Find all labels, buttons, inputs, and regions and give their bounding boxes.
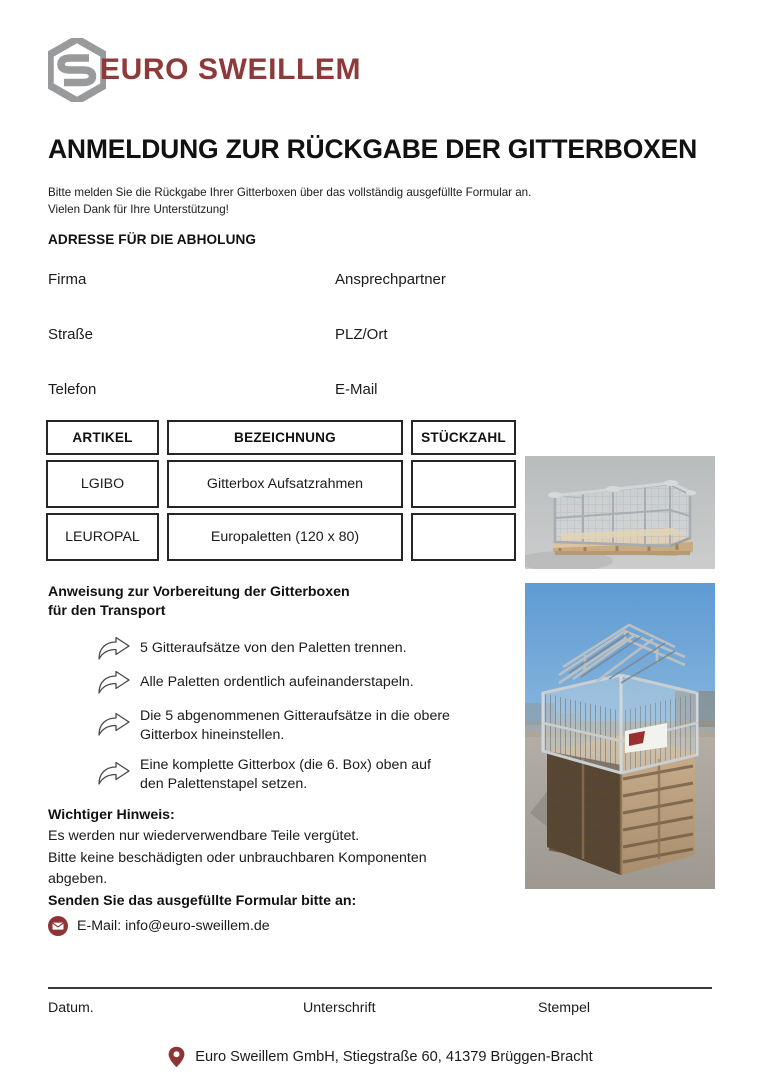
instructions-heading-line-1: Anweisung zur Vorbereitung der Gitterboxen [48, 584, 350, 600]
email-contact-line [48, 916, 518, 936]
field-label-telefon: Telefon [48, 381, 97, 398]
address-fields [48, 270, 568, 435]
table-header-artikel: ARTIKEL [46, 420, 159, 455]
curved-arrow-icon [96, 761, 132, 787]
list-item [96, 704, 516, 744]
gitterbox-photo [525, 456, 715, 569]
intro-line-2: Vielen Dank für Ihre Unterstützung! [48, 203, 229, 216]
field-label-ansprechpartner: Ansprechpartner [335, 271, 446, 288]
brand-logo [48, 34, 361, 106]
brand-wordmark: EURO SWEILLEM [100, 53, 362, 86]
cell-bezeichnung-leuropal: Europaletten (120 x 80) [167, 513, 403, 561]
email-address-text[interactable]: E-Mail: info@euro-sweillem.de [77, 917, 270, 934]
instructions-heading [48, 583, 468, 621]
footer-divider [48, 987, 712, 989]
cell-artikel-leuropal: LEUROPAL [46, 513, 159, 561]
list-item [96, 670, 516, 697]
notice-line-1: Es werden nur wiederverwendbare Teile vergütet. [48, 828, 360, 844]
cell-artikel-lgibo: LGIBO [46, 460, 159, 508]
field-label-firma: Firma [48, 271, 87, 288]
curved-arrow-icon [96, 670, 132, 696]
list-item-text: Die 5 abgenommenen Gitteraufsätze in die obere [140, 708, 450, 724]
location-pin-icon [167, 1046, 186, 1068]
signature-field-stempel: Stempel [538, 1000, 591, 1016]
list-item-text-block [140, 753, 431, 793]
list-item-text-block [140, 704, 450, 744]
send-form-heading: Senden Sie das ausgefüllte Formular bitte an: [48, 892, 357, 909]
signature-field-datum: Datum. [48, 1000, 94, 1016]
list-item-text: Eine komplette Gitterbox (die 6. Box) oben auf [140, 757, 432, 773]
address-row [48, 325, 568, 380]
notice-line-3: abgeben. [48, 871, 108, 887]
list-item-text-2: den Palettenstapel setzen. [140, 775, 308, 792]
list-item [96, 636, 516, 663]
list-item-text: 5 Gitteraufsätze von den Paletten trennen. [140, 640, 407, 656]
intro-text [48, 184, 688, 218]
table-row [46, 513, 516, 561]
table-row [46, 460, 516, 508]
page-title: ANMELDUNG ZUR RÜCKGABE DER GITTERBOXEN [48, 134, 698, 164]
signature-row [48, 1000, 712, 1016]
important-notice [48, 805, 518, 936]
field-label-strasse: Straße [48, 326, 94, 343]
curved-arrow-icon [96, 636, 132, 662]
notice-heading: Wichtiger Hinweis: [48, 807, 175, 823]
table-header-bezeichnung: BEZEICHNUNG [167, 420, 403, 455]
table-header-stueckzahl: STÜCKZAHL [411, 420, 516, 455]
intro-line-1: Bitte melden Sie die Rückgabe Ihrer Gitterboxen über das vollständig ausgefüllte Formular an. [48, 186, 532, 199]
notice-line-2: Bitte keine beschädigten oder unbrauchbaren Komponenten [48, 849, 427, 866]
list-item-text: Alle Paletten ordentlich aufeinanderstapeln. [140, 674, 414, 690]
input-stueckzahl-lgibo[interactable] [411, 460, 516, 508]
company-address-text: Euro Sweillem GmbH, Stiegstraße 60, 41379 Brüggen-Bracht [195, 1049, 593, 1065]
list-item-text-2: Gitterbox hineinstellen. [140, 726, 285, 743]
cell-bezeichnung-lgibo: Gitterbox Aufsatzrahmen [167, 460, 403, 508]
list-item [96, 753, 516, 793]
signature-field-unterschrift: Unterschrift [303, 1000, 376, 1016]
hexagon-s-logo-icon [48, 38, 106, 102]
field-label-email: E-Mail [335, 381, 378, 398]
table-header-row [46, 420, 516, 455]
company-address-line [48, 1046, 712, 1068]
envelope-icon [48, 916, 68, 936]
article-table [46, 420, 516, 566]
instructions-list [96, 636, 516, 802]
curved-arrow-icon [96, 712, 132, 738]
address-section-heading: ADRESSE FÜR DIE ABHOLUNG [48, 232, 257, 247]
address-row [48, 270, 568, 325]
field-label-plz-ort: PLZ/Ort [335, 326, 388, 343]
pallet-stack-photo [525, 583, 715, 889]
input-stueckzahl-leuropal[interactable] [411, 513, 516, 561]
instructions-heading-line-2: für den Transport [48, 603, 166, 619]
